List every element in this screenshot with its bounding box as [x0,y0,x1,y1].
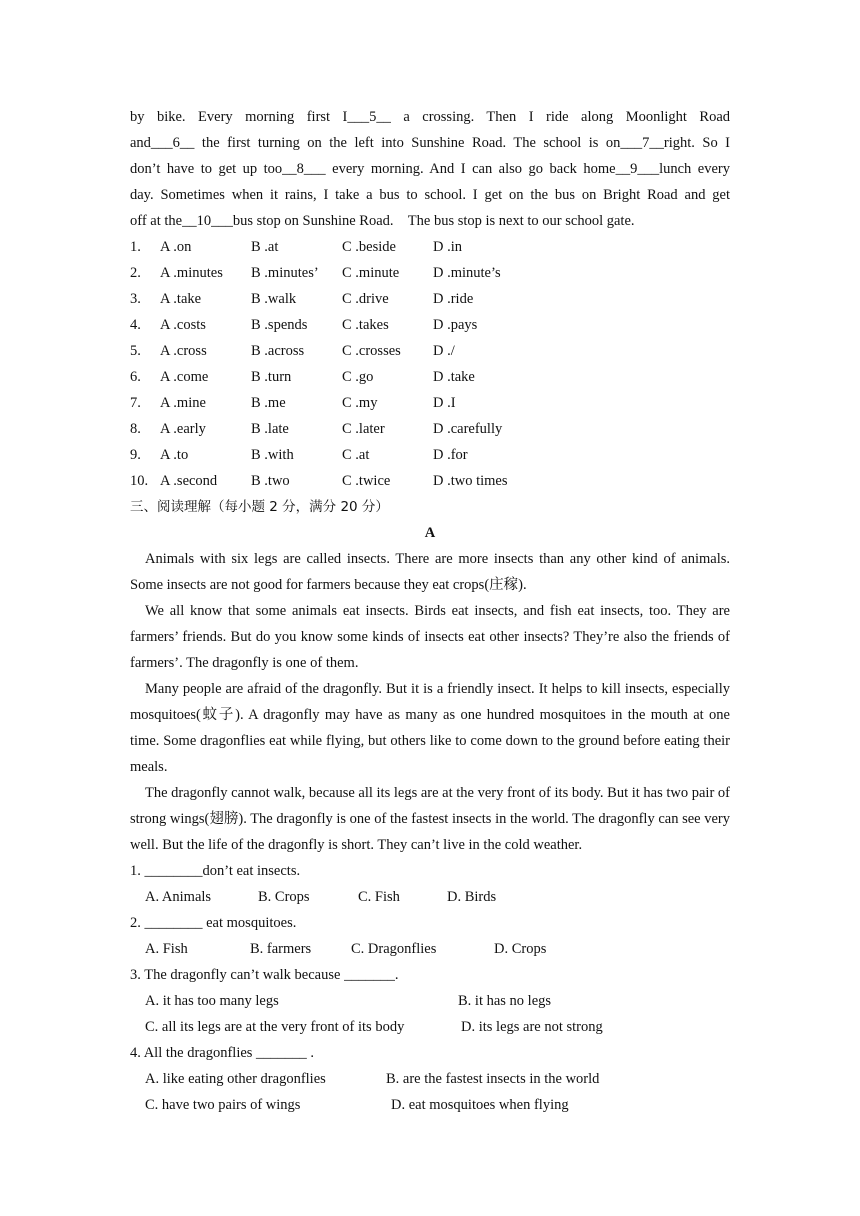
option-b: B .turn [251,369,292,385]
question-options [130,1092,730,1118]
option-row [130,468,730,494]
cloze-line: and___6__ the first turning on the left into Sunshine Road. The school is on___7__right. So I [130,135,730,151]
passage-paragraph: Animals with six legs are called insects. There are more insects than any other kind of animals. Some insects are not good for farmers because they eat crops(庄稼). [130,551,730,593]
option-a: A .early [160,421,206,437]
option-b: B .me [251,395,286,411]
question-stem: 3. The dragonfly can’t walk because _______. [130,967,399,983]
reading-passage [130,546,730,858]
passage-paragraph: Many people are afraid of the dragonfly. But it is a friendly insect. It helps to kill insects, especially mosquitoes(蚊子). A dragonfly may have as many as one hundred mosquitoes in the mouth at one time. Some dragonflies eat while flying, but others like to come down to the ground before eating their meals. [130,681,730,775]
section-title: 三、阅读理解（每小题 2 分，满分 20 分） [130,499,389,515]
question-option: D. Crops [494,941,547,957]
option-row [130,416,730,442]
option-d: D .carefully [433,421,503,437]
question-options [130,936,730,962]
cloze-line: day. Sometimes when it rains, I take a bus to school. I get on the bus on Bright Road and get [130,187,730,203]
option-row [130,442,730,468]
question-options [130,1066,730,1092]
option-c: C .twice [342,473,391,489]
option-d: D .ride [433,291,474,307]
option-d: D .I [433,395,456,411]
question-option: C. all its legs are at the very front of its body [145,1019,405,1035]
question-stem: 4. All the dragonflies _______ . [130,1045,315,1061]
option-d: D ./ [433,343,455,359]
option-number: 8. [130,421,141,437]
option-row [130,260,730,286]
option-d: D .in [433,239,462,255]
option-row [130,286,730,312]
option-a: A .come [160,369,209,385]
option-b: B .late [251,421,289,437]
option-row [130,312,730,338]
option-number: 4. [130,317,141,333]
cloze-passage [130,104,730,234]
cloze-line: don’t have to get up too__8___ every morning. And I can also go back home__9___lunch every [130,161,730,177]
option-b: B .minutes’ [251,265,319,281]
question-options [130,1014,730,1040]
option-c: C .at [342,447,370,463]
question-options [130,884,730,910]
question-option: D. its legs are not strong [461,1019,603,1035]
question-option: C. Dragonflies [351,941,437,957]
option-b: B .with [251,447,294,463]
option-a: A .second [160,473,218,489]
option-row [130,364,730,390]
option-c: C .later [342,421,385,437]
question-option: D. eat mosquitoes when flying [391,1097,569,1113]
option-number: 2. [130,265,141,281]
question-option: A. it has too many legs [145,993,279,1009]
option-b: B .two [251,473,290,489]
passage-label: A [424,525,436,541]
option-b: B .at [251,239,279,255]
question-option: B. farmers [250,941,312,957]
option-c: C .minute [342,265,400,281]
option-a: A .minutes [160,265,223,281]
option-a: A .cross [160,343,207,359]
option-a: A .mine [160,395,206,411]
cloze-line: off at the__10___bus stop on Sunshine Road. The bus stop is next to our school gate. [130,213,635,229]
exam-page [130,104,730,1118]
option-d: D .two times [433,473,508,489]
option-number: 1. [130,239,141,255]
option-d: D .minute’s [433,265,501,281]
option-number: 5. [130,343,141,359]
question-stem: 2. ________ eat mosquitoes. [130,915,297,931]
question-option: C. have two pairs of wings [145,1097,301,1113]
question-option: B. are the fastest insects in the world [386,1071,600,1087]
cloze-options [130,234,730,494]
option-b: B .across [251,343,305,359]
option-d: D .take [433,369,475,385]
cloze-line: by bike. Every morning first I___5__ a crossing. Then I ride along Moonlight Road [130,109,730,125]
option-number: 7. [130,395,141,411]
question-option: C. Fish [358,889,400,905]
option-row [130,338,730,364]
option-c: C .beside [342,239,396,255]
option-number: 10. [130,473,149,489]
option-a: A .on [160,239,192,255]
question-options [130,988,730,1014]
question-option: B. it has no legs [458,993,552,1009]
question-option: A. like eating other dragonflies [145,1071,326,1087]
option-row [130,234,730,260]
option-b: B .spends [251,317,308,333]
option-a: A .to [160,447,189,463]
option-number: 9. [130,447,141,463]
option-number: 6. [130,369,141,385]
question-stem: 1. ________don’t eat insects. [130,863,301,879]
question-option: D. Birds [447,889,497,905]
option-c: C .go [342,369,374,385]
option-d: D .for [433,447,468,463]
option-c: C .my [342,395,378,411]
passage-paragraph: The dragonfly cannot walk, because all its legs are at the very front of its body. But it has two pair of strong wings(翅膀). The dragonfly is one of the fastest insects in the world. The dragonfly can see very well. But the life of the dragonfly is short. They can’t live in the cold weather. [130,785,730,853]
option-c: C .drive [342,291,389,307]
option-c: C .crosses [342,343,401,359]
option-row [130,390,730,416]
question-option: B. Crops [258,889,310,905]
option-c: C .takes [342,317,389,333]
option-d: D .pays [433,317,478,333]
question-list [130,858,730,1118]
option-number: 3. [130,291,141,307]
question-option: A. Animals [145,889,212,905]
passage-paragraph: We all know that some animals eat insects. Birds eat insects, and fish eat insects, too. They are farmers’ friends. But do you know some kinds of insects eat other insects? They’re also the friends of farmers’. The dragonfly is one of them. [130,603,730,671]
option-b: B .walk [251,291,297,307]
question-option: A. Fish [145,941,188,957]
option-a: A .take [160,291,202,307]
option-a: A .costs [160,317,206,333]
